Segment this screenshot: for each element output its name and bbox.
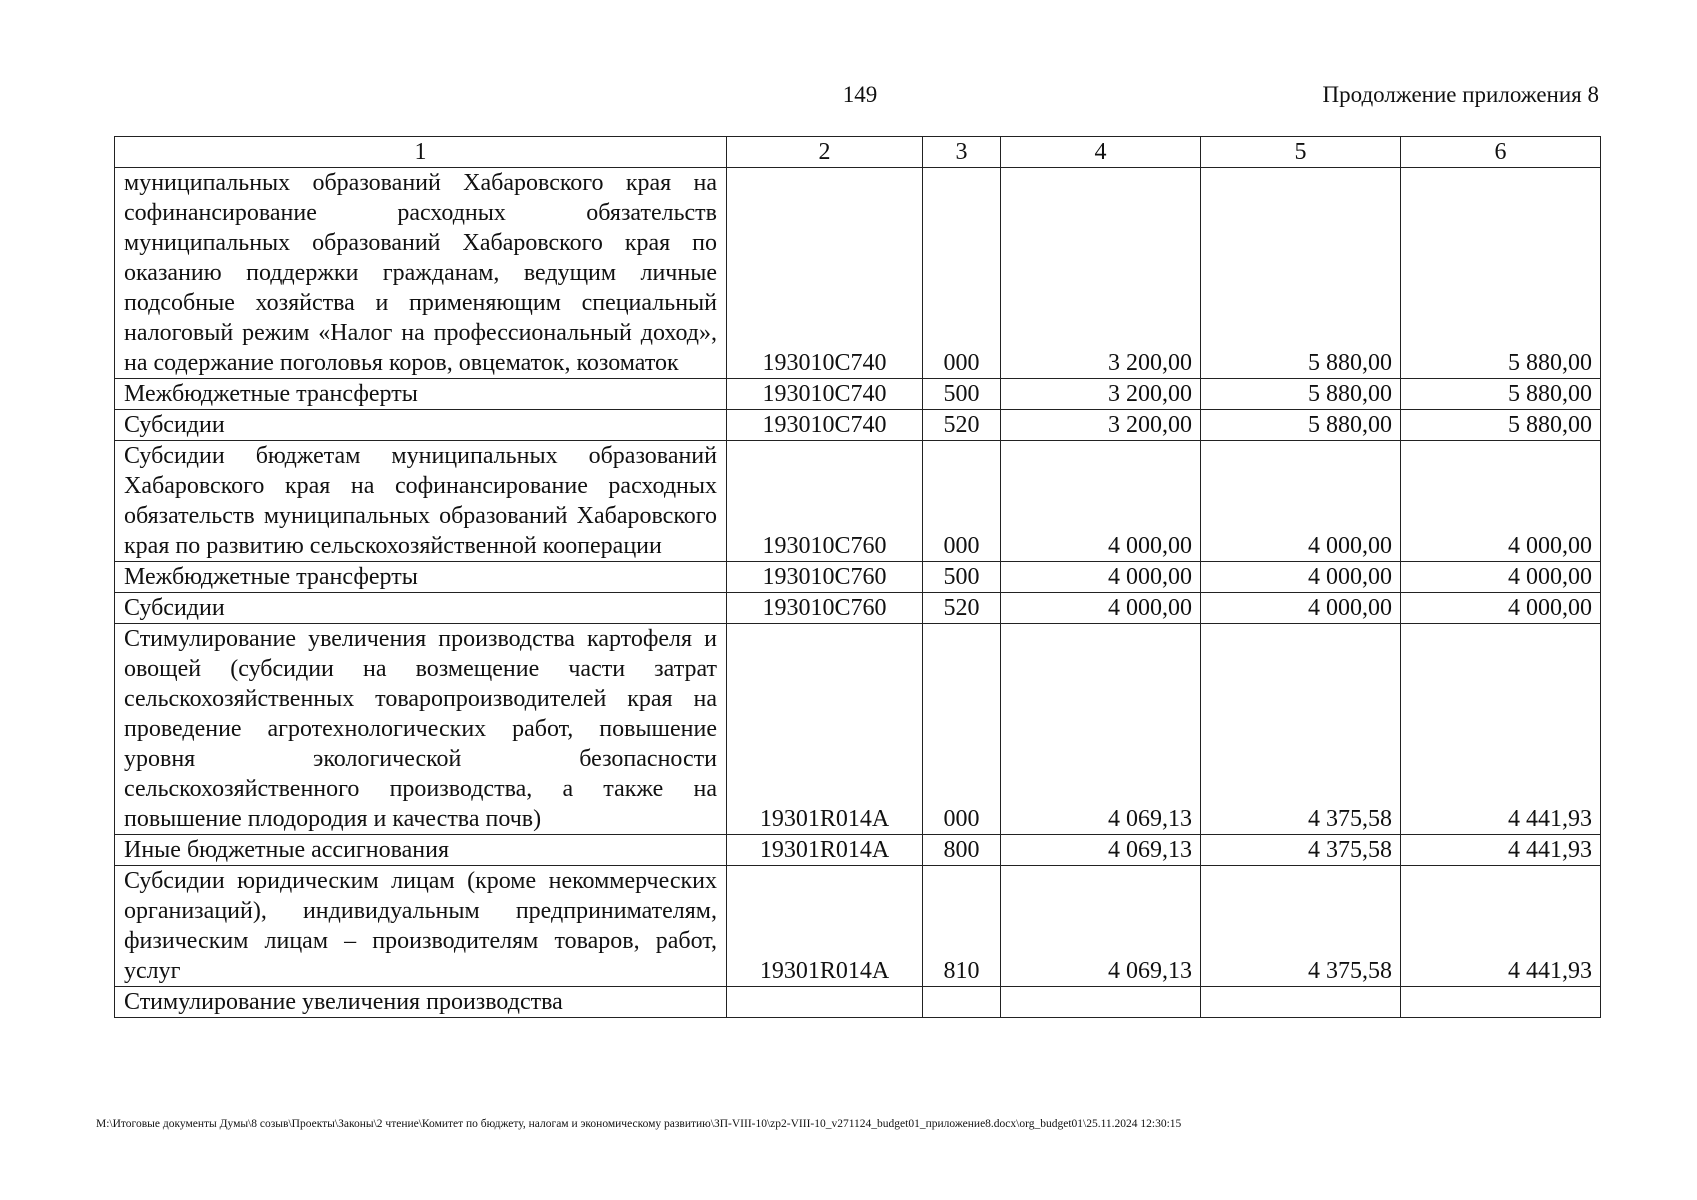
amount-col6: 5 880,00 <box>1401 379 1601 410</box>
budget-table <box>114 136 1601 1018</box>
page-number: 149 <box>842 82 878 107</box>
table-header-row <box>115 137 1601 168</box>
amount-col5: 4 375,58 <box>1201 624 1401 835</box>
amount-col5: 4 000,00 <box>1201 593 1401 624</box>
row-description: Стимулирование увеличения производства картофеля и овощей (субсидии на возмещение части затрат сельскохозяйственных товаропроизводителей края на проведение агротехнологических работ, повышение уровня экологической безопасности сельскохозяйственного производства, а также на повышение плодородия и качества почв) <box>115 624 727 835</box>
column-header: 5 <box>1201 137 1401 168</box>
amount-col5: 4 375,58 <box>1201 835 1401 866</box>
column-header: 4 <box>1001 137 1201 168</box>
target-code: 193010С760 <box>727 441 923 562</box>
target-code: 19301R014A <box>727 866 923 987</box>
expense-type: 500 <box>923 379 1001 410</box>
amount-col5: 5 880,00 <box>1201 168 1401 379</box>
row-description: Межбюджетные трансферты <box>115 562 727 593</box>
amount-col4: 3 200,00 <box>1001 379 1201 410</box>
document-file-path: М:\Итоговые документы Думы\8 созыв\Проекты\Законы\2 чтение\Комитет по бюджету, налогам и экономическому развитию\ЗП-VIII-10\zp2-VIII-10_v271124_budget01_приложение8.docx\org_budget01\25.11.2024 12:30:15 <box>96 1118 1182 1130</box>
expense-type: 800 <box>923 835 1001 866</box>
column-header: 1 <box>115 137 727 168</box>
target-code <box>727 987 923 1018</box>
amount-col4: 4 000,00 <box>1001 441 1201 562</box>
amount-col4: 3 200,00 <box>1001 410 1201 441</box>
row-description: Стимулирование увеличения производства <box>115 987 727 1018</box>
column-header: 2 <box>727 137 923 168</box>
row-description: Субсидии <box>115 593 727 624</box>
row-description: Субсидии бюджетам муниципальных образований Хабаровского края на софинансирование расходных обязательств муниципальных образований Хабаровского края по развитию сельскохозяйственной кооперации <box>115 441 727 562</box>
table-row <box>115 987 1601 1018</box>
table-row <box>115 835 1601 866</box>
target-code: 19301R014A <box>727 624 923 835</box>
amount-col5 <box>1201 987 1401 1018</box>
amount-col4: 3 200,00 <box>1001 168 1201 379</box>
column-header: 6 <box>1401 137 1601 168</box>
amount-col6: 4 000,00 <box>1401 441 1601 562</box>
amount-col6: 4 000,00 <box>1401 562 1601 593</box>
expense-type: 520 <box>923 593 1001 624</box>
row-description: Межбюджетные трансферты <box>115 379 727 410</box>
amount-col6: 4 441,93 <box>1401 835 1601 866</box>
appendix-caption: Продолжение приложения 8 <box>1322 82 1599 107</box>
expense-type: 000 <box>923 441 1001 562</box>
expense-type: 000 <box>923 168 1001 379</box>
expense-type: 520 <box>923 410 1001 441</box>
table-row <box>115 441 1601 562</box>
amount-col4: 4 069,13 <box>1001 835 1201 866</box>
target-code: 193010С740 <box>727 410 923 441</box>
amount-col4: 4 000,00 <box>1001 593 1201 624</box>
column-header: 3 <box>923 137 1001 168</box>
amount-col6: 4 441,93 <box>1401 866 1601 987</box>
table-row <box>115 168 1601 379</box>
amount-col6: 5 880,00 <box>1401 410 1601 441</box>
target-code: 19301R014A <box>727 835 923 866</box>
expense-type <box>923 987 1001 1018</box>
expense-type: 810 <box>923 866 1001 987</box>
row-description: Субсидии <box>115 410 727 441</box>
amount-col6: 4 441,93 <box>1401 624 1601 835</box>
table-row <box>115 562 1601 593</box>
target-code: 193010С760 <box>727 593 923 624</box>
amount-col4: 4 000,00 <box>1001 562 1201 593</box>
table-row <box>115 866 1601 987</box>
amount-col6: 4 000,00 <box>1401 593 1601 624</box>
amount-col5: 4 000,00 <box>1201 441 1401 562</box>
amount-col4: 4 069,13 <box>1001 866 1201 987</box>
amount-col4 <box>1001 987 1201 1018</box>
amount-col4: 4 069,13 <box>1001 624 1201 835</box>
amount-col5: 4 375,58 <box>1201 866 1401 987</box>
target-code: 193010С740 <box>727 379 923 410</box>
amount-col6 <box>1401 987 1601 1018</box>
amount-col5: 5 880,00 <box>1201 379 1401 410</box>
expense-type: 000 <box>923 624 1001 835</box>
table-row <box>115 410 1601 441</box>
target-code: 193010С740 <box>727 168 923 379</box>
amount-col6: 5 880,00 <box>1401 168 1601 379</box>
row-description: муниципальных образований Хабаровского края на софинансирование расходных обязательств муниципальных образований Хабаровского края по оказанию поддержки гражданам, ведущим личные подсобные хозяйства и применяющим специальный налоговый режим «Налог на профессиональный доход», на содержание поголовья коров, овцематок, козоматок <box>115 168 727 379</box>
row-description: Иные бюджетные ассигнования <box>115 835 727 866</box>
table-row <box>115 593 1601 624</box>
amount-col5: 4 000,00 <box>1201 562 1401 593</box>
table-row <box>115 379 1601 410</box>
amount-col5: 5 880,00 <box>1201 410 1401 441</box>
row-description: Субсидии юридическим лицам (кроме некоммерческих организаций), индивидуальным предпринимателям, физическим лицам – производителям товаров, работ, услуг <box>115 866 727 987</box>
table-row <box>115 624 1601 835</box>
expense-type: 500 <box>923 562 1001 593</box>
target-code: 193010С760 <box>727 562 923 593</box>
